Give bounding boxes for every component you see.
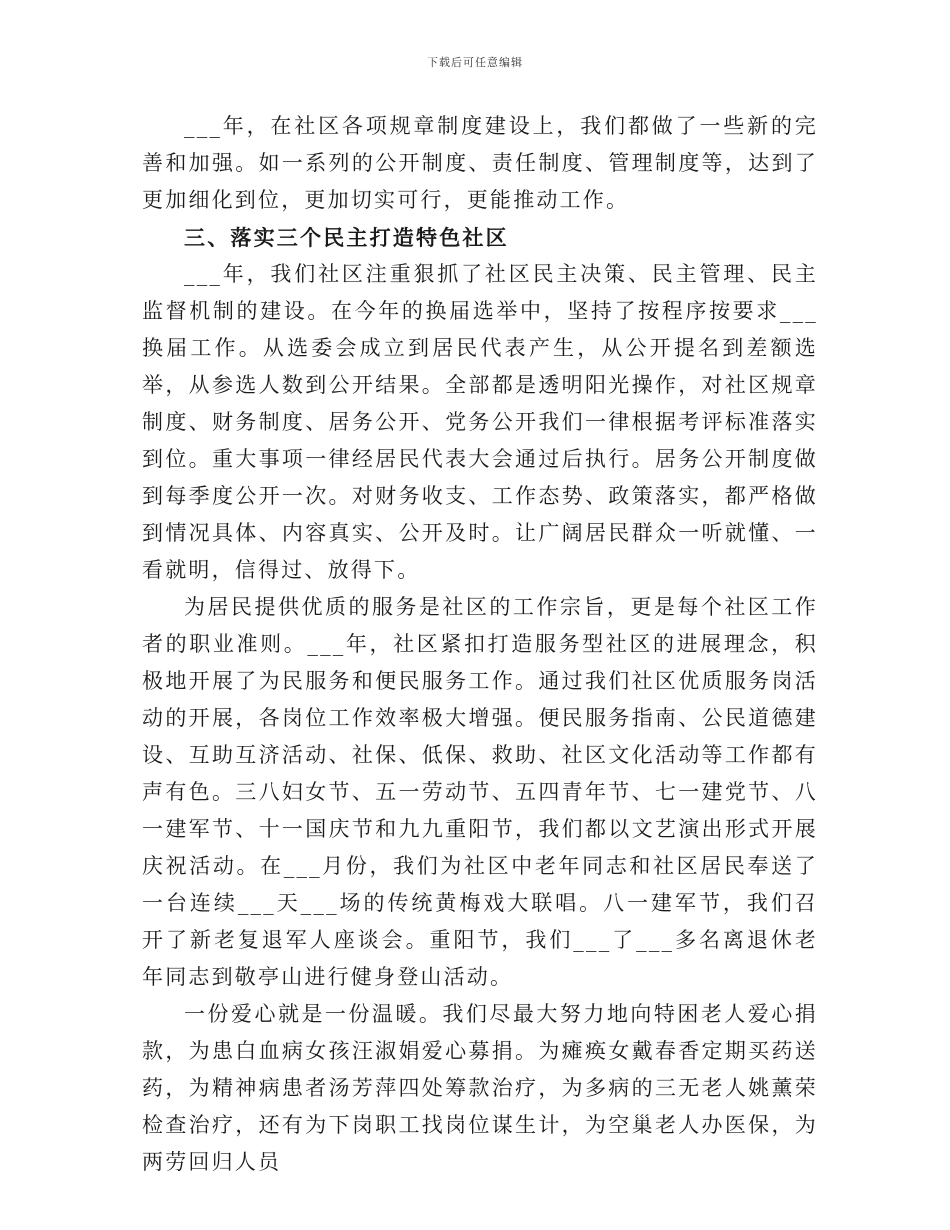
page-header-note: 下载后可任意编辑 <box>427 56 523 69</box>
paragraph-regulations: ___年，在社区各项规章制度建设上，我们都做了一些新的完善和加强。如一系列的公开制度、责任制度、管理制度等，达到了更加细化到位，更加切实可行，更能推动工作。 <box>142 114 818 212</box>
paragraph-democracy: ___年，我们社区注重狠抓了社区民主决策、民主管理、民主监督机制的建设。在今年的换届选举中，坚持了按程序按要求___换届工作。从选委会成立到居民代表产生，从公开提名到差额选举，从参选人数到公开结果。全部都是透明阳光操作，对社区规章制度、财务制度、居务公开、党务公开我们一律根据考评标准落实到位。重大事项一律经居民代表大会通过后执行。居务公开制度做到每季度公开一次。对财务收支、工作态势、政策落实，都严格做到情况具体、内容真实、公开及时。让广阔居民群众一听就懂、一看就明，信得过、放得下。 <box>142 262 818 582</box>
section-heading-three: 三、落实三个民主打造特色社区 <box>184 225 509 250</box>
document-body <box>142 108 818 1181</box>
paragraph-services: 为居民提供优质的服务是社区的工作宗旨，更是每个社区工作者的职业准则。___年，社区紧扣打造服务型社区的进展理念，积极地开展了为民服务和便民服务工作。通过我们社区优质服务岗活动的开展，各岗位工作效率极大增强。便民服务指南、公民道德建设、互助互济活动、社保、低保、救助、社区文化活动等工作都有声有色。三八妇女节、五一劳动节、五四青年节、七一建党节、八一建军节、十一国庆节和九九重阳节，我们都以文艺演出形式开展庆祝活动。在___月份，我们为社区中老年同志和社区居民奉送了一台连续___天___场的传统黄梅戏大联唱。八一建军节，我们召开了新老复退军人座谈会。重阳节，我们___了___多名离退休老年同志到敬亭山进行健身登山活动。 <box>142 595 818 989</box>
paragraph-charity: 一份爱心就是一份温暖。我们尽最大努力地向特困老人爱心捐款，为患白血病女孩汪淑娟爱心募捐。为瘫痪女戴春香定期买药送药，为精神病患者汤芳萍四处筹款治疗，为多病的三无老人姚薰荣检查治疗，还有为下岗职工找岗位谋生计，为空巢老人办医保，为两劳回归人员 <box>142 1002 818 1174</box>
